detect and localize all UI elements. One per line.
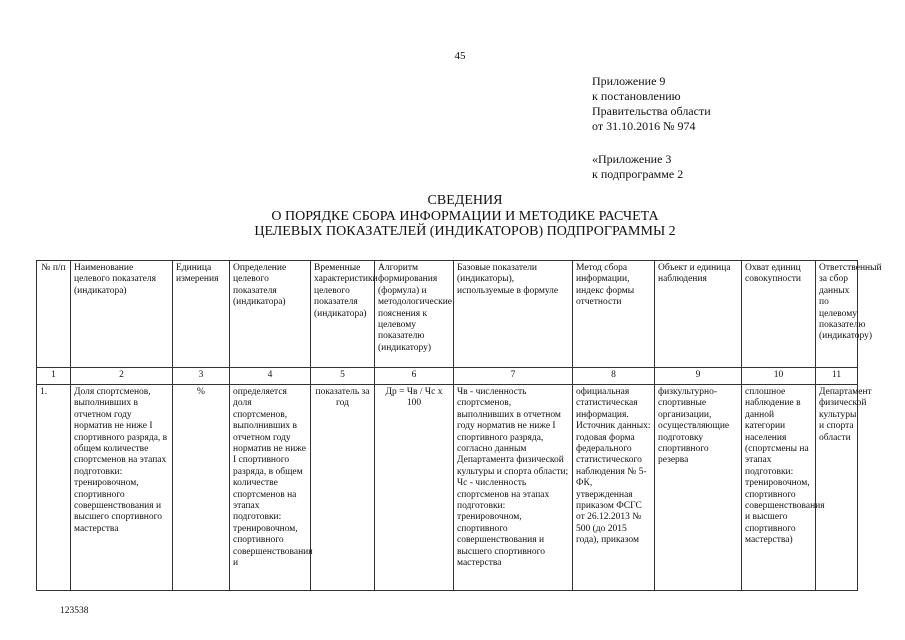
appendix-line: от 31.10.2016 № 974 [592,119,696,133]
header-cell: Определение целевого показателя (индикатора) [230,261,311,368]
table-cell: Департамент физической культуры и спорта области [816,385,858,591]
table-header-row [37,261,858,368]
page-number: 45 [454,50,466,62]
column-number: 9 [655,368,742,385]
column-number: 11 [816,368,858,385]
table-cell: Чв - численность спортсменов, выполнивших в отчетном году норматив не ниже I спортивного разряда, согласно данным Департамента физической культуры и спорта области; Чс - численность спортсменов на этапах подготовки: тренировочном, спортивного совершенствования и высшего спортивного мастерства [454,385,573,591]
document-title [160,193,770,240]
table-cell: физкультурно-спортивные организации, осуществляющие подготовку спортивного резерва [655,385,742,591]
appendix-quote [592,152,683,182]
table-cell: 1. [37,385,71,591]
table-cell: Доля спортсменов, выполнивших в отчетном году норматив не ниже I спортивного разряда, в общем количестве спортсменов на этапах подготовки: тренировочном, спортивного совершенствования и высшего спортивного мастерства [71,385,173,591]
column-number: 7 [454,368,573,385]
indicators-table [36,260,882,591]
column-number: 3 [173,368,230,385]
footer-document-id: 123538 [60,606,89,616]
header-cell: Наименование целевого показателя (индикатора) [71,261,173,368]
table-row [37,385,858,591]
column-number: 4 [230,368,311,385]
column-number: 10 [742,368,816,385]
header-cell: Базовые показатели (индикаторы), используемые в формуле [454,261,573,368]
header-cell: Единица измерения [173,261,230,368]
table-cell: официальная статистическая информация. Источник данных: годовая форма федерального статистического наблюдения № 5-ФК, утвержденная приказом ФСГС от 26.12.2013 № 500 (до 2015 года), приказом [573,385,655,591]
table-cell: сплошное наблюдение в данной категории населения (спортсмены на этапах подготовки: тренировочном, спортивного совершенствования и высшего спортивного мастерства) [742,385,816,591]
table-cell: Др = Чв / Чс х 100 [375,385,454,591]
appendix-reference [592,74,711,134]
column-number-row [37,368,858,385]
title-line: СВЕДЕНИЯ [427,193,503,208]
title-line: ЦЕЛЕВЫХ ПОКАЗАТЕЛЕЙ (ИНДИКАТОРОВ) ПОДПРОГРАММЫ 2 [254,224,676,239]
column-number: 2 [71,368,173,385]
header-cell: Метод сбора информации, индекс формы отчетности [573,261,655,368]
appendix-quote-line: к подпрограмме 2 [592,167,684,181]
header-cell: Временные характеристики целевого показателя (индикатора) [311,261,375,368]
header-cell: № п/п [37,261,71,368]
column-number: 1 [37,368,71,385]
column-number: 5 [311,368,375,385]
header-cell: Охват единиц совокупности [742,261,816,368]
appendix-line: к постановлению [592,89,681,103]
column-number: 8 [573,368,655,385]
table-cell: % [173,385,230,591]
table-cell: показатель за год [311,385,375,591]
header-cell: Ответственный за сбор данных по целевому показателю (индикатору) [816,261,858,368]
header-cell: Алгоритм формирования (формула) и методологические пояснения к целевому показателю (индикатору) [375,261,454,368]
appendix-quote-line: «Приложение 3 [592,152,672,166]
appendix-line: Приложение 9 [592,74,666,88]
header-cell: Объект и единица наблюдения [655,261,742,368]
title-line: О ПОРЯДКЕ СБОРА ИНФОРМАЦИИ И МЕТОДИКЕ РАСЧЕТА [271,208,659,224]
appendix-line: Правительства области [592,104,711,118]
column-number: 6 [375,368,454,385]
table-cell: определяется доля спортсменов, выполнивших в отчетном году норматив не ниже I спортивного разряда, в общем количестве спортсменов на этапах подготовки: тренировочном, спортивного совершенствования и [230,385,311,591]
